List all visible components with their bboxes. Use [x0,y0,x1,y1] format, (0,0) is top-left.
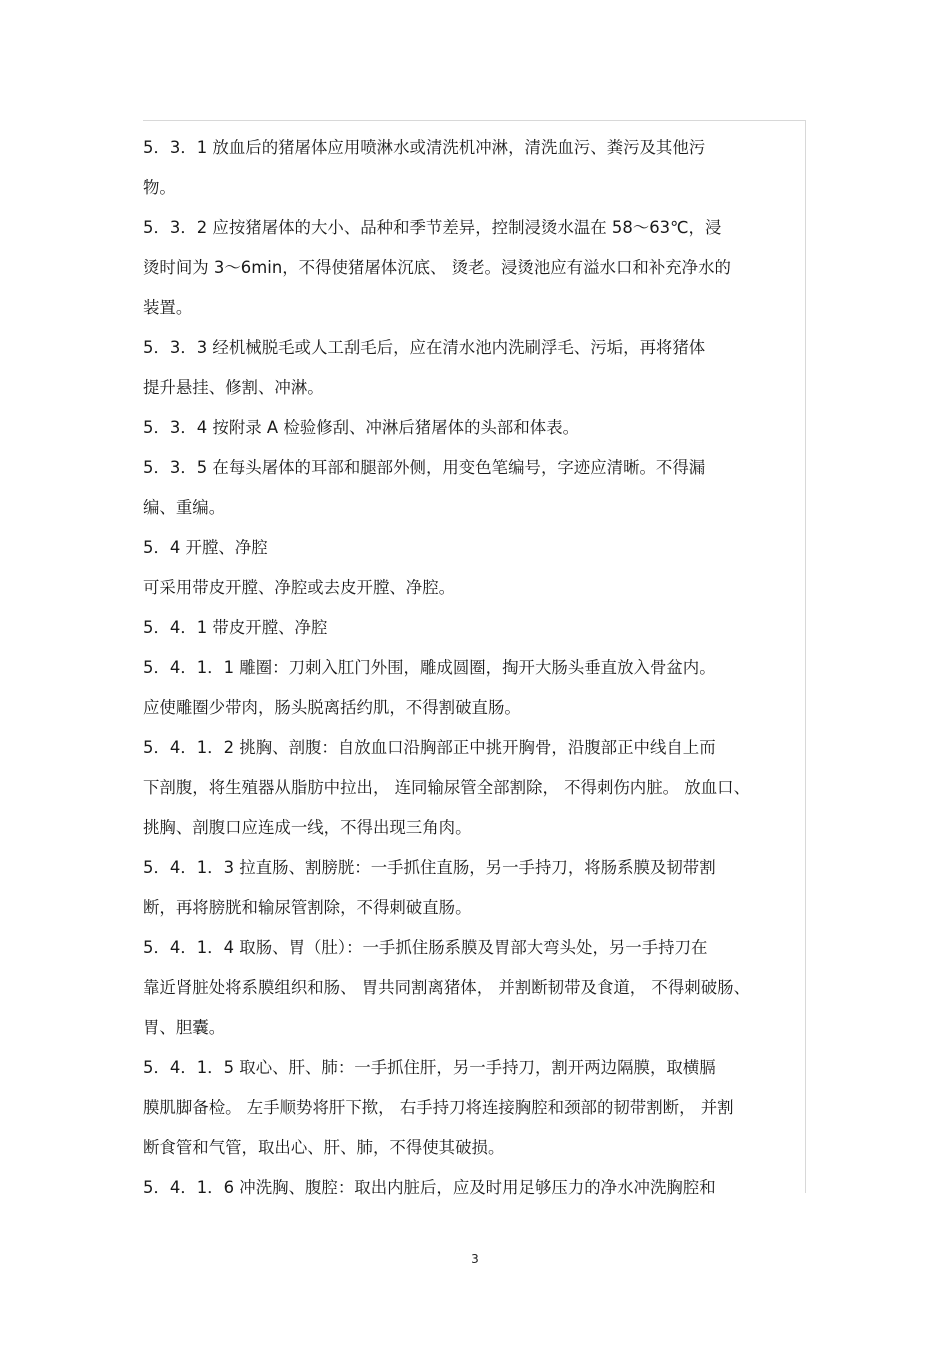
section-heading: 5．4 开膛、净腔 [143,538,268,557]
text-line: 5．4．1．1 雕圈：刀刺入肛门外围，雕成圆圈，掏开大肠头垂直放入骨盆内。 [143,658,716,677]
text-line: 物。 [143,178,176,197]
text-line: 应使雕圈少带肉，肠头脱离括约肌，不得割破直肠。 [143,698,521,717]
text-line: 5．4．1．5 取心、肝、肺：一手抓住肝，另一手持刀，割开两边隔膜，取横膈 [143,1058,716,1077]
text-line: 断食管和气管，取出心、肝、肺，不得使其破损。 [143,1138,505,1157]
text-line: 5．4．1．4 取肠、胃（肚）：一手抓住肠系膜及胃部大弯头处，另一手持刀在 [143,938,708,957]
text-line: 可采用带皮开膛、净腔或去皮开膛、净腔。 [143,578,456,597]
text-line: 下剖腹，将生殖器从脂肪中拉出， 连同输尿管全部割除， 不得刺伤内脏。 放血口、 [143,778,751,797]
text-line: 靠近肾脏处将系膜组织和肠、 胃共同割离猪体， 并割断韧带及食道， 不得刺破肠、 [143,978,751,997]
text-line: 提升悬挂、修割、冲淋。 [143,378,324,397]
page-number: 3 [471,1252,479,1266]
text-line: 5．4．1．2 挑胸、剖腹：自放血口沿胸部正中挑开胸骨，沿腹部正中线自上而 [143,738,716,757]
subsection-heading: 5．4．1 带皮开膛、净腔 [143,618,328,637]
text-line: 5．3．5 在每头屠体的耳部和腿部外侧，用变色笔编号，字迹应清晰。不得漏 [143,458,706,477]
text-line: 挑胸、剖腹口应连成一线，不得出现三角肉。 [143,818,472,837]
text-line: 烫时间为 3～6min，不得使猪屠体沉底、 烫老。浸烫池应有溢水口和补充净水的 [143,258,731,277]
text-line: 断，再将膀胱和输尿管割除，不得刺破直肠。 [143,898,472,917]
text-line: 5．3．4 按附录 A 检验修刮、冲淋后猪屠体的头部和体表。 [143,418,580,437]
text-line: 5．3．2 应按猪屠体的大小、品种和季节差异，控制浸烫水温在 58～63℃，浸 [143,218,722,237]
text-line: 编、重编。 [143,498,226,517]
text-line: 5．3．1 放血后的猪屠体应用喷淋水或清洗机冲淋，清洗血污、粪污及其他污 [143,138,706,157]
text-line: 5．4．1．3 拉直肠、割膀胱：一手抓住直肠，另一手持刀，将肠系膜及韧带割 [143,858,716,877]
text-line: 胃、胆囊。 [143,1018,226,1037]
text-line: 5．4．1．6 冲洗胸、腹腔：取出内脏后，应及时用足够压力的净水冲洗胸腔和 [143,1178,716,1197]
text-line: 5．3．3 经机械脱毛或人工刮毛后，应在清水池内洗刷浮毛、污垢，再将猪体 [143,338,706,357]
text-line: 装置。 [143,298,193,317]
text-line: 膜肌脚备检。 左手顺势将肝下揿， 右手持刀将连接胸腔和颈部的韧带割断， 并割 [143,1098,734,1117]
document-body [143,128,808,1208]
